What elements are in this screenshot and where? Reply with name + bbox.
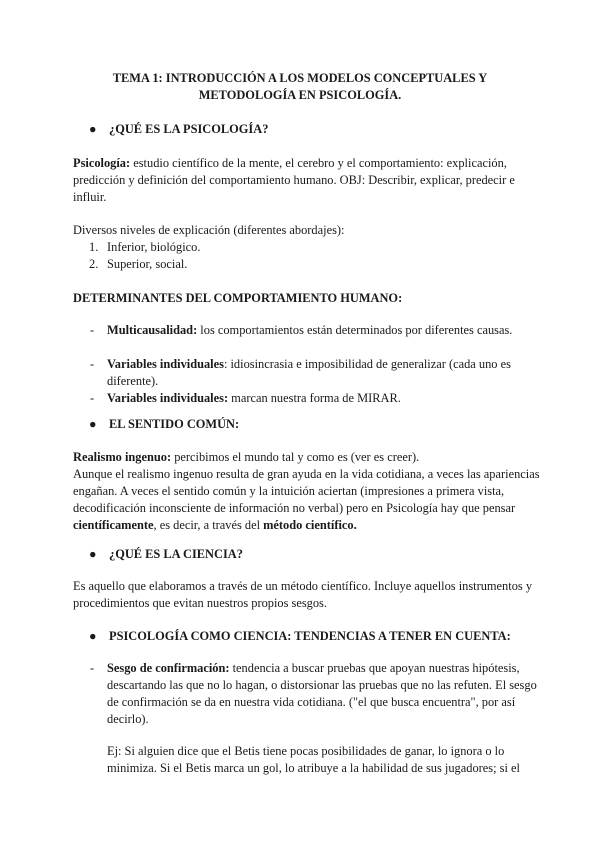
heading-text: ¿QUÉ ES LA CIENCIA? [109,547,243,561]
list-item-text: Superior, social. [107,257,188,271]
list-item [73,239,540,256]
sesgo-example: Ej: Si alguien dice que el Betis tiene pocas posibilidades de ganar, lo ignora o lo minimiza. Si el Betis marca un gol, lo atribuye a la habilidad de sus jugadores; si el [107,744,520,775]
definition-term: Psicología: [73,156,131,170]
heading-text: ¿QUÉ ES LA PSICOLOGÍA? [109,122,269,136]
list-item-text: Inferior, biológico. [107,240,201,254]
list-number: 1. [89,240,99,254]
section-heading-psicologia [73,121,540,138]
realismo-text-3: , es decir, a través del [153,518,264,532]
section-heading-determinantes: DETERMINANTES DEL COMPORTAMIENTO HUMANO: [73,291,403,305]
list-number: 2. [89,257,99,271]
realismo-text-2: Aunque el realismo ingenuo resulta de gran ayuda en la vida cotidiana, a veces las apariencias engañan. A veces el sentido común y la intuición aciertan (impresiones a primera vista, decodificación inconsciente de información no verbal) pero en Psicología hay que pensar [73,467,540,515]
bullet-icon: ● [89,629,97,643]
bullet-icon: ● [89,547,97,561]
item-term: Variables individuales [107,357,224,371]
item-term: Variables individuales: [107,391,229,405]
emphasis-metodo: método científico. [263,518,357,532]
definition-text: estudio científico de la mente, el cerebro y el comportamiento: explicación, predicción y definición del comportamiento humano. OBJ: Describir, explicar, predecir e influir. [73,156,515,204]
list-item [73,356,540,390]
realismo-text: percibimos el mundo tal y como es (ver es creer). [171,450,420,464]
dash-marker: - [90,357,95,371]
item-text: marcan nuestra forma de MIRAR. [228,391,401,405]
sesgo-text: tendencia a buscar pruebas que apoyan nuestras hipótesis, descartando las que no lo hagan, o distorsionar las pruebas que no las refuten. El sesgo de confirmación se da en nuestra vida cotidiana. ("el que busca encuentra", por así decirlo). [107,661,537,726]
realismo-paragraph [73,449,540,534]
realismo-term: Realismo ingenuo: [73,450,172,464]
section-heading-psicologia-ciencia [73,628,540,645]
section-heading-sentido-comun [73,416,540,433]
list-item [73,256,540,273]
bullet-icon: ● [89,417,97,431]
dash-marker: - [90,391,95,405]
heading-text: EL SENTIDO COMÚN: [109,417,240,431]
sesgo-term: Sesgo de confirmación: [107,661,230,675]
psicologia-definition [73,155,540,206]
niveles-intro: Diversos niveles de explicación (diferentes abordajes): [73,223,345,237]
heading-text: PSICOLOGÍA COMO CIENCIA: TENDENCIAS A TENER EN CUENTA: [109,629,511,643]
section-heading-ciencia [73,546,540,563]
list-item [73,390,540,407]
list-item [73,660,540,728]
dash-marker: - [90,323,95,337]
document-title: TEMA 1: INTRODUCCIÓN A LOS MODELOS CONCEPTUALES Y METODOLOGÍA EN PSICOLOGÍA. [112,71,488,102]
item-text: : idiosincrasia e imposibilidad de generalizar (cada uno es diferente). [107,357,511,388]
list-item [73,322,540,339]
emphasis-cientificamente: científicamente [73,518,154,532]
item-term: Multicausalidad: [107,323,198,337]
dash-marker: - [90,661,95,675]
bullet-icon: ● [89,122,97,136]
item-text: los comportamientos están determinados por diferentes causas. [197,323,513,337]
ciencia-paragraph: Es aquello que elaboramos a través de un método científico. Incluye aquellos instrumentos y procedimientos que evitan nuestros propios sesgos. [73,579,533,610]
